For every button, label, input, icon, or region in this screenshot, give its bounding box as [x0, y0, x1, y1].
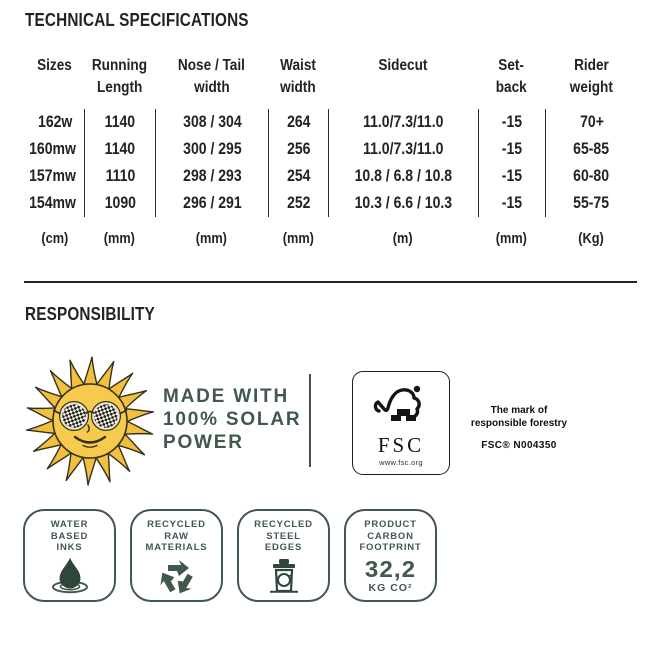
badge-line: WATER — [50, 519, 89, 530]
badge-line: PRODUCT — [364, 519, 417, 530]
solar-line-3: POWER — [163, 432, 244, 453]
solar-line-2: 100% SOLAR — [163, 409, 302, 430]
spec-cell: 154mw — [29, 194, 76, 212]
fsc-license-number: FSC® N004350 — [481, 440, 557, 451]
solar-power-text — [163, 385, 301, 454]
spec-cell: 264 — [286, 113, 311, 131]
spec-table-body — [25, 109, 637, 217]
badge-line: RAW — [164, 530, 189, 542]
spec-cell: 1140 — [104, 113, 136, 131]
spec-cell: 298 / 293 — [182, 167, 242, 185]
fsc-caption — [448, 405, 590, 451]
badge-water-based-inks — [23, 509, 116, 602]
unit-cell: (mm) — [282, 230, 314, 247]
sun-with-sunglasses-icon — [24, 350, 160, 492]
spec-table — [25, 55, 637, 249]
spec-cell: 70+ — [579, 113, 604, 131]
spec-cell: 162w — [37, 113, 72, 131]
spec-cell: -15 — [501, 167, 523, 185]
spec-cell: 65-85 — [573, 140, 610, 158]
table-column — [25, 109, 84, 217]
column-header: Sizes — [37, 57, 72, 74]
badge-line: MATERIALS — [145, 542, 208, 553]
spec-cell: 254 — [286, 167, 311, 185]
badge-recycled-steel-edges — [237, 509, 330, 602]
spec-cell: 252 — [286, 194, 311, 212]
fsc-acronym: FSC — [377, 433, 425, 457]
badge-line: EDGES — [264, 542, 303, 553]
column-header: Waist width — [280, 57, 316, 96]
spec-cell: -15 — [501, 140, 523, 158]
column-header: Nose / Tail width — [177, 57, 246, 96]
table-column — [268, 109, 328, 217]
spec-cell: 308 / 304 — [182, 113, 242, 131]
unit-cell: (mm) — [103, 230, 136, 247]
table-column — [328, 109, 478, 217]
water-drop-icon — [46, 557, 94, 595]
unit-cell: (mm) — [195, 230, 228, 247]
spec-cell: 160mw — [29, 140, 76, 158]
table-column — [545, 109, 637, 217]
spec-cell: 1090 — [104, 194, 136, 212]
table-column — [155, 109, 268, 217]
spec-cell: -15 — [501, 194, 523, 212]
spec-cell: 55-75 — [573, 194, 610, 212]
spec-cell: 60-80 — [573, 167, 610, 185]
unit-cell: (cm) — [41, 230, 68, 247]
spec-table-units-row — [25, 229, 637, 249]
spec-cell: 157mw — [29, 167, 76, 185]
fsc-tree-checkmark-icon — [370, 379, 432, 429]
badge-line: BASED — [50, 530, 89, 542]
badge-line: RECYCLED — [147, 519, 206, 530]
fsc-url: www.fsc.org — [379, 458, 423, 467]
column-header: Running Length — [91, 57, 148, 96]
fsc-tagline-line-1: The mark of — [490, 405, 548, 416]
fsc-tagline-line-2: responsible forestry — [470, 417, 568, 429]
table-column — [478, 109, 545, 217]
spec-cell: 10.3 / 6.6 / 10.3 — [354, 194, 453, 212]
spec-cell: 1110 — [105, 167, 135, 185]
spec-cell: -15 — [501, 113, 523, 131]
spec-cell: 296 / 291 — [182, 194, 242, 212]
unit-cell: (mm) — [495, 230, 528, 247]
fsc-logo-box — [352, 371, 450, 475]
carbon-footprint-unit: KG CO² — [368, 581, 413, 594]
column-header: Sidecut — [378, 57, 428, 74]
spec-cell: 256 — [286, 140, 311, 158]
badge-line: INKS — [56, 542, 83, 553]
spec-cell: 300 / 295 — [182, 140, 242, 158]
unit-cell: (m) — [393, 230, 413, 247]
table-column — [84, 109, 155, 217]
spec-cell: 10.8 / 6.8 / 10.8 — [354, 167, 453, 185]
responsibility-title: RESPONSIBILITY — [25, 304, 155, 324]
column-header: Rider weight — [569, 57, 613, 96]
spec-cell: 1140 — [104, 140, 136, 158]
badge-recycled-raw-materials — [130, 509, 223, 602]
carbon-footprint-value: 32,2 — [364, 555, 417, 582]
recycle-arrows-icon — [155, 557, 199, 597]
badge-line: CARBON — [367, 530, 414, 542]
section-divider — [24, 281, 637, 283]
spec-cell: 11.0/7.3/11.0 — [363, 113, 444, 131]
badge-product-carbon-footprint — [344, 509, 437, 602]
column-header: Set- back — [496, 57, 527, 96]
spec-cell: 11.0/7.3/11.0 — [363, 140, 444, 158]
technical-specifications-title: TECHNICAL SPECIFICATIONS — [25, 10, 249, 30]
badge-line: RECYCLED — [254, 519, 313, 530]
badge-line: FOOTPRINT — [359, 542, 422, 553]
spec-table-header — [25, 55, 637, 99]
unit-cell: (Kg) — [578, 230, 604, 247]
trash-bin-icon — [262, 557, 306, 597]
vertical-divider — [309, 374, 311, 467]
badge-line: STEEL — [266, 530, 301, 542]
solar-line-1: MADE WITH — [163, 386, 289, 407]
